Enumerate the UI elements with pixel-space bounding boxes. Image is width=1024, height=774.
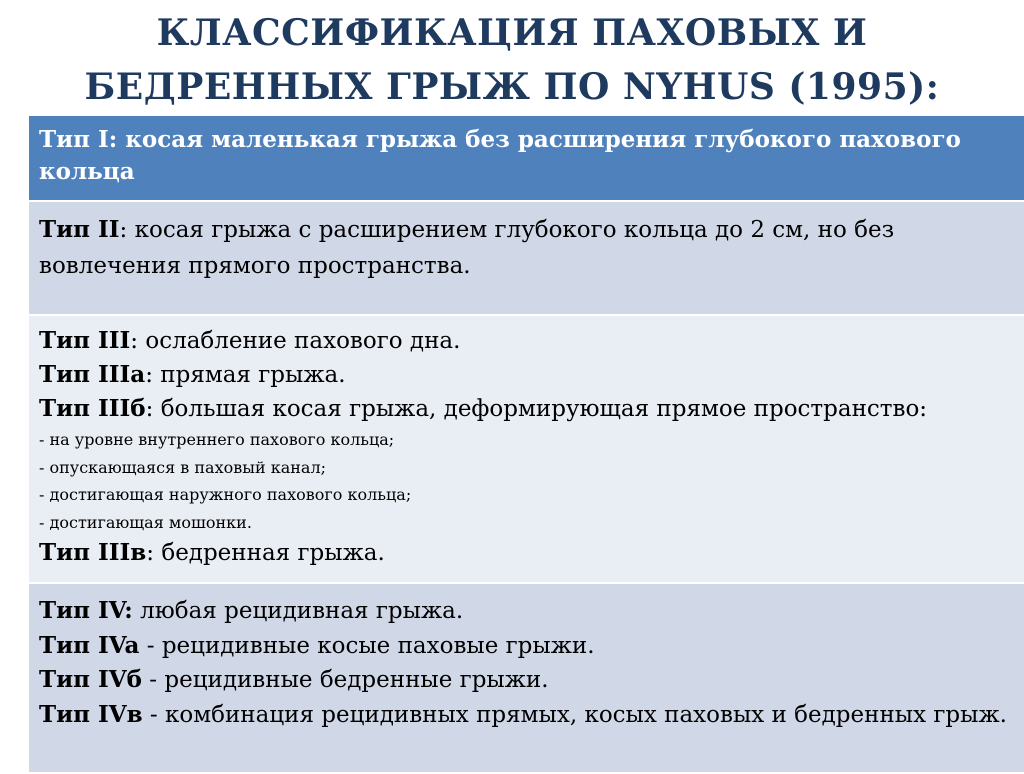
type-4-line	[39, 594, 1015, 629]
title-line-2: БЕДРЕННЫХ ГРЫЖ ПО NYHUS (1995):	[84, 66, 940, 108]
row-type-2	[29, 202, 1024, 316]
type-3a-line	[39, 358, 1015, 392]
type-4b-text: - рецидивные бедренные грыжи.	[141, 667, 549, 693]
type-4v-label: Тип IVв	[39, 700, 143, 728]
type-2-label: Тип II	[39, 216, 120, 243]
type-3b-sub-item: - на уровне внутреннего пахового кольца;	[39, 430, 395, 449]
type-3a-text: : прямая грыжа.	[145, 362, 346, 388]
type-2-text: : косая грыжа с расширением глубокого кольца до 2 см, но без вовлечения прямого пространства.	[39, 217, 895, 279]
type-4a-text: - рецидивные косые паховые грыжи.	[139, 632, 595, 659]
type-4a-line	[39, 629, 1015, 664]
type-3b-label: Тип IIIб	[39, 395, 146, 422]
type-4-text: любая рецидивная грыжа.	[132, 598, 464, 624]
classification-table	[28, 116, 1024, 774]
type-3v-text: : бедренная грыжа.	[146, 540, 385, 566]
type-3v-label: Тип IIIв	[39, 539, 147, 566]
row-type-4	[29, 584, 1024, 774]
type-3-label: Тип III	[39, 327, 131, 354]
type-3b-sub-item: - опускающаяся в паховый канал;	[39, 457, 327, 477]
row-type-3	[29, 316, 1024, 584]
type-4a-label: Тип IVa	[39, 631, 140, 659]
type-3b-sub-item: - достигающая наружного пахового кольца;	[39, 485, 412, 504]
type-3a-label: Тип IIIа	[39, 361, 146, 388]
row-type-1	[29, 116, 1024, 202]
type-3-line	[39, 324, 1015, 358]
type-4b-line	[39, 663, 1015, 698]
type-3-text: : ослабление пахового дна.	[130, 328, 461, 354]
title-line-1: КЛАССИФИКАЦИЯ ПАХОВЫХ И	[156, 12, 868, 54]
type-4v-line	[39, 698, 1015, 733]
type-4b-label: Тип IVб	[39, 666, 142, 693]
type-3b-sub-item: - достигающая мошонки.	[39, 512, 252, 532]
type-1-text: Тип I: косая маленькая грыжа без расширения глубокого пахового кольца	[39, 126, 961, 185]
type-4-label: Тип IV:	[39, 597, 133, 624]
type-3b-text: : большая косая грыжа, деформирующая прямое пространство:	[145, 396, 928, 422]
type-4v-text: - комбинация рецидивных прямых, косых паховых и бедренных грыж.	[142, 701, 1007, 728]
type-3v-line	[39, 536, 1015, 570]
type-3b-line	[39, 392, 1015, 426]
slide-title	[0, 6, 1024, 114]
